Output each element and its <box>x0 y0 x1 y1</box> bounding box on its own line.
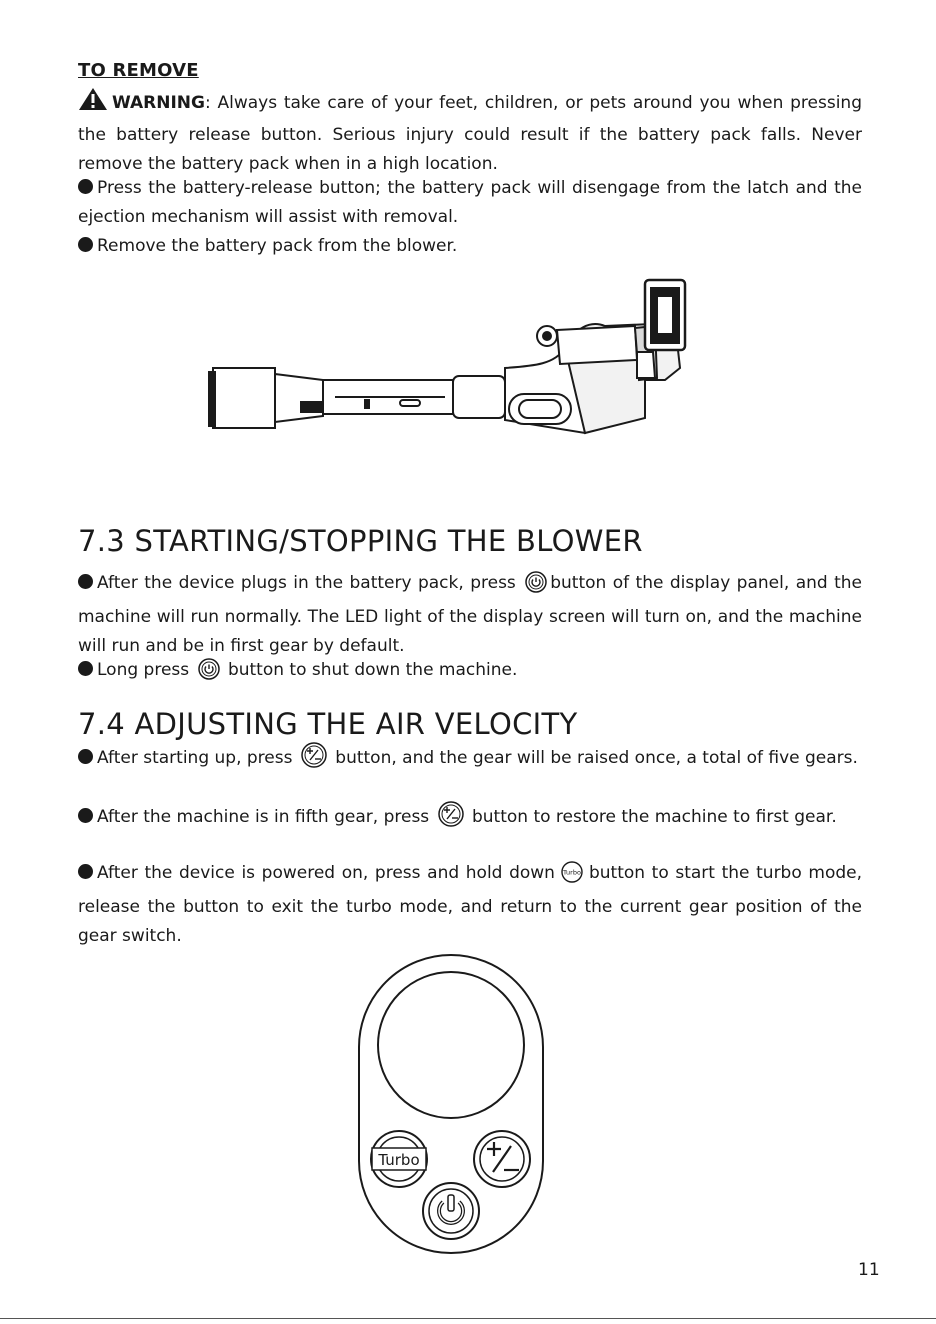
power-icon <box>525 571 547 603</box>
plus-minus-icon <box>301 742 327 778</box>
s74-b2-post: button to restore the machine to first gear. <box>471 807 837 827</box>
warning-triangle-icon <box>78 87 108 121</box>
warning-label: WARNING <box>112 93 205 113</box>
turbo-label: Turbo <box>378 1151 420 1169</box>
to-remove-heading: TO REMOVE <box>78 60 199 81</box>
section-7-3-bullet-2 <box>78 656 862 690</box>
turbo-button <box>371 1131 427 1187</box>
s74-b1-pre: After starting up, press <box>97 748 293 768</box>
bottom-rule <box>0 1318 936 1319</box>
s73-b1-post: button of the display panel, and the machine will run normally. The LED light of the display screen will turn on, and the machine will run and be in first gear by default. <box>78 573 863 656</box>
remove-bullet-1 <box>78 174 862 232</box>
bullet-dot <box>78 179 93 194</box>
turbo-icon <box>558 861 586 893</box>
page-number: 11 <box>858 1260 880 1280</box>
bullet-dot <box>78 749 93 764</box>
plus-minus-button <box>474 1131 530 1187</box>
s74-b3-post: button to start the turbo mode, release the button to exit the turbo mode, and return to the current gear position of the gear switch. <box>78 863 862 946</box>
s73-b1-pre: After the device plugs in the battery pack, press <box>97 573 516 593</box>
s73-b2-post: button to shut down the machine. <box>227 660 518 680</box>
mini-turbo-label: Turbo <box>563 868 581 877</box>
remove-bullet-1-text: Press the battery-release button; the battery pack will disengage from the latch and the ejection mechanism will assist with removal. <box>78 178 862 227</box>
bullet-dot <box>78 808 93 823</box>
power-button <box>423 1183 479 1239</box>
section-7-4-title: 7.4 ADJUSTING THE AIR VELOCITY <box>78 707 578 741</box>
remove-bullet-2-text: Remove the battery pack from the blower. <box>97 236 458 256</box>
plus-minus-icon <box>438 801 464 837</box>
section-7-3-title: 7.3 STARTING/STOPPING THE BLOWER <box>78 524 643 558</box>
s73-b2-pre: Long press <box>97 660 190 680</box>
remove-bullet-2 <box>78 232 862 261</box>
bullet-dot <box>78 574 93 589</box>
s74-b3-pre: After the device is powered on, press and hold down <box>97 863 555 883</box>
bullet-dot <box>78 864 93 879</box>
power-icon <box>198 658 220 690</box>
section-7-3-bullet-1 <box>78 569 862 661</box>
section-7-4-bullet-1 <box>78 742 862 778</box>
section-7-4-bullet-3 <box>78 859 862 951</box>
bullet-dot <box>78 661 93 676</box>
s74-b1-post: button, and the gear will be raised once, a total of five gears. <box>335 748 858 768</box>
warning-paragraph <box>78 87 862 179</box>
bullet-dot <box>78 237 93 252</box>
warning-text: : Always take care of your feet, children, or pets around you when pressing the battery release button. Serious injury could result if the battery pack falls. Never remove the battery pack when in a high location. <box>78 93 862 174</box>
s74-b2-pre: After the machine is in fifth gear, press <box>97 807 430 827</box>
control-panel-illustration <box>356 952 546 1257</box>
section-7-4-bullet-2 <box>78 801 862 837</box>
blower-illustration <box>205 268 705 438</box>
